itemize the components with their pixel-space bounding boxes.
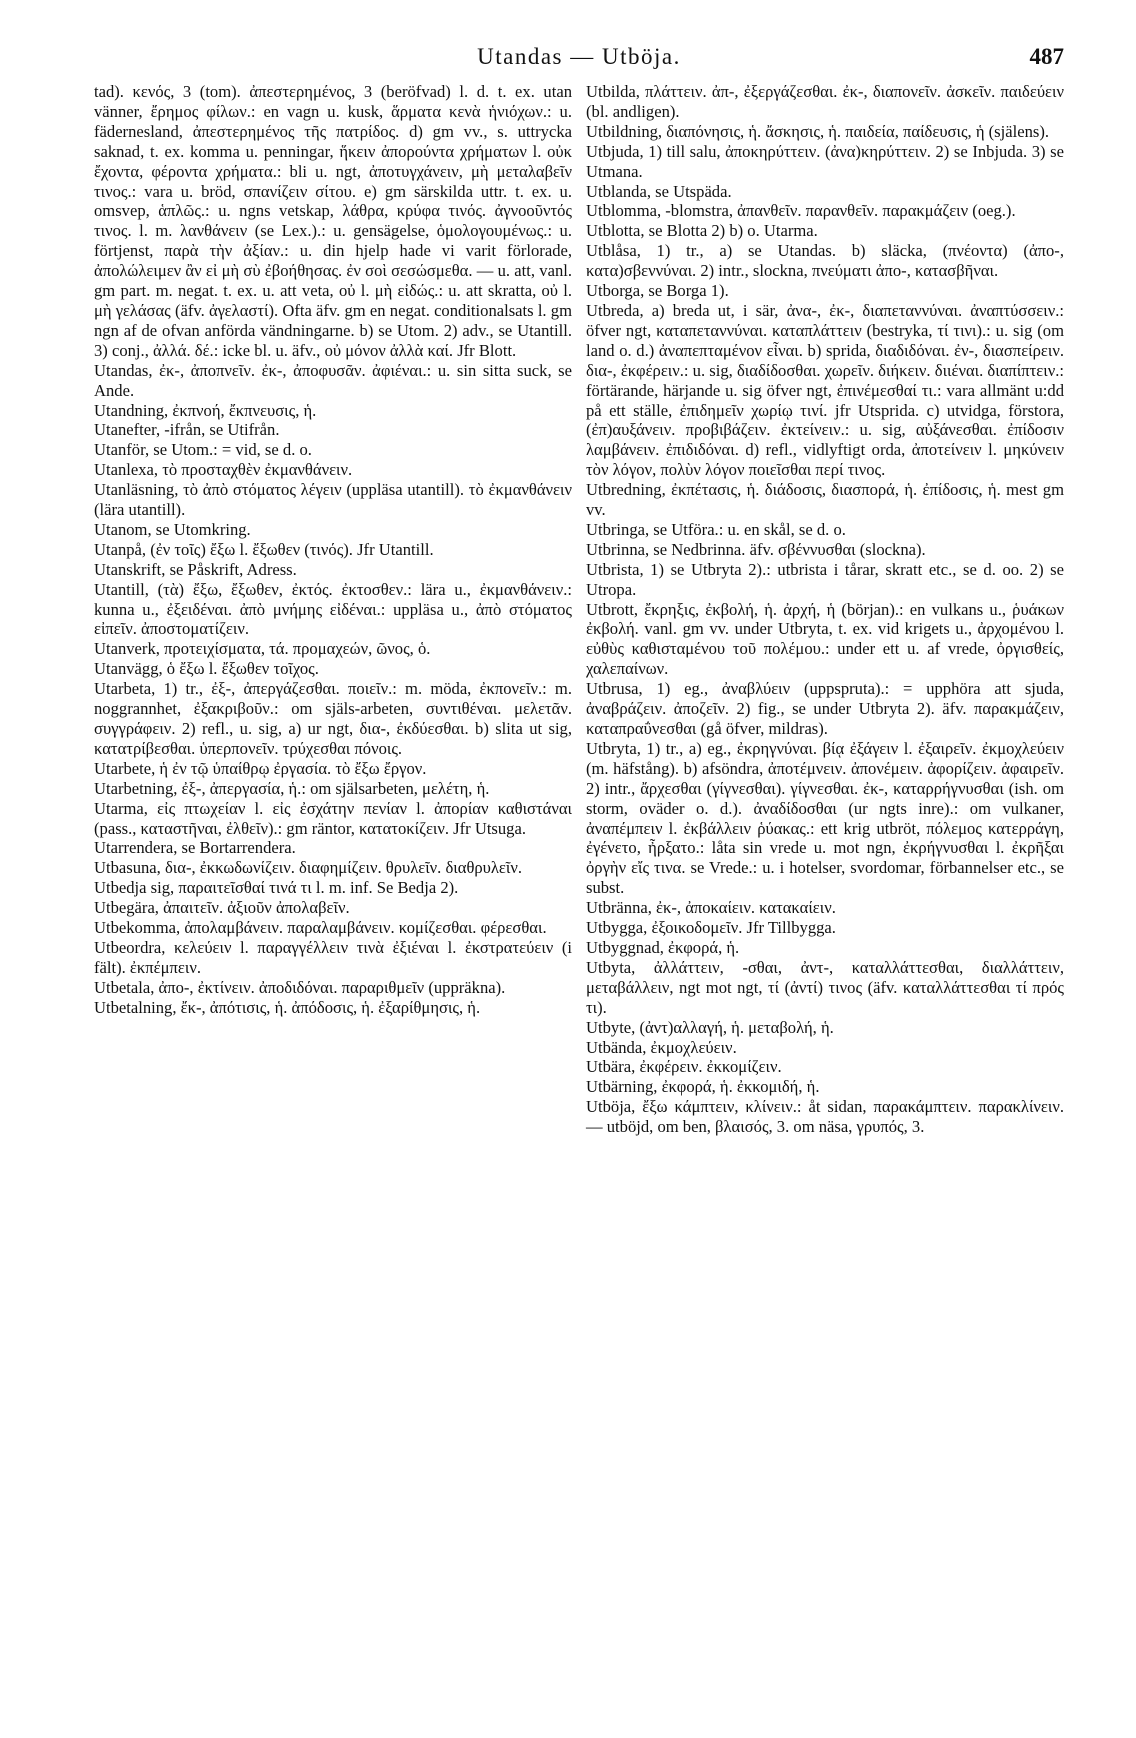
dictionary-entry: Utarbete, ἡ ἐν τῷ ὑπαίθρῳ ἐργασία. τὸ ἔξω ἔργον.	[94, 758, 427, 778]
dictionary-entry: Utbilda, πλάττειν. ἀπ-, ἐξεργάζεσθαι. ἐκ-, διαπονεῖν. ἀσκεῖν. παιδεύειν (bl. andligen).	[586, 82, 1064, 121]
dictionary-entry: tad). κενός, 3 (tom). ἀπεστερημένος, 3 (beröfvad) l. d. t. ex. utan vänner, ἔρημος φίλων.: en vagn u. kusk, ἅρματα κενὰ ἡνιόχων.: u. fädernesland, ἀπεστερημένος τῆς πατρίδος. d) gm vv., s. uttrycka saknad, t. ex. komma u. penningar, ἥκειν ἀπορούντα χρήματων l. οὐκ ἔχοντα, φέροντα χρήματα.: bli u. ngt, ἀποτυγχάνειν, μὴ μεταλαβεῖν τινος.: vara u. bröd, σπανίζειν σίτου. e) gm särskilda uttr. t. ex. u. omsvep, ἁπλῶς.: u. ngns vetskap, λάθρα, κρύφα τινός. ἀγνοοῦντός τινος. l. m. λανθάνειν (se Lex.).: u. gensägelse, ὁμολογουμένως.: u. förtjenst, παρὰ τὴν ἀξίαν.: u. din hjelp hade vi varit förlorade, ἀπολώλειμεν ἂν εἰ μὴ σὺ ἐβοήθησας. ἐν σοὶ σεσώσμεθα. — u. att, vanl. gm part. m. negat. t. ex. u. att veta, οὐ l. μὴ εἰδώς.: u. att skratta, οὐ l. μὴ γελάσας (äfv. ἀγελαστί). Ofta äfv. gm en negat. conditionalsats l. gm ngn af de ofvan anförda vändningarne. b) se Utom. 2) adv., se Utantill. 3) conj., ἀλλά. δέ.: icke bl. u. äfv., οὐ μόνον ἀλλὰ καί. Jfr Blott.	[94, 82, 572, 360]
dictionary-entry: Utbedja sig, παραιτεῖσθαί τινά τι l. m. inf. Se Bedja 2).	[94, 878, 459, 898]
dictionary-entry: Utbekomma, ἀπολαμβάνειν. παραλαμβάνειν. κομίζεσθαι. φέρεσθαι.	[94, 918, 547, 938]
columns	[94, 82, 1064, 1137]
dictionary-entry: Utbyta, ἀλλάττειν, -σθαι, ἀντ-, καταλλάττεσθαι, διαλλάττειν, μεταβάλλειν, ngt mot ngt, τί (ἀντί) τινος (äfv. καταλλάττεσθαι τί πρός τι).	[586, 957, 1064, 1017]
dictionary-entry: Utbyggnad, ἐκφορά, ἡ.	[586, 937, 740, 957]
dictionary-entry: Utblotta, se Blotta 2) b) o. Utarma.	[586, 221, 818, 241]
dictionary-entry: Utbrinna, se Nedbrinna. äfv. σβέννυσθαι (slockna).	[586, 539, 926, 559]
dictionary-entry: Utarbetning, ἐξ-, ἀπεργασία, ἡ.: om själsarbeten, μελέτη, ἡ.	[94, 778, 490, 798]
dictionary-entry: Utandas, ἐκ-, ἀποπνεῖν. ἐκ-, ἀποφυσᾶν. ἀφιέναι.: u. sin sitta suck, se Ande.	[94, 360, 572, 400]
dictionary-entry: Utarrendera, se Bortarrendera.	[94, 838, 296, 858]
dictionary-entry: Utbegära, ἀπαιτεῖν. ἀξιοῦν ἀπολαβεῖν.	[94, 898, 350, 918]
dictionary-entry: Utbygga, ἐξοικοδομεῖν. Jfr Tillbygga.	[586, 918, 836, 938]
dictionary-entry: Utbrusa, 1) eg., ἀναβλύειν (uppspruta).: = upphöra att sjuda, ἀναβράζειν. ἀποζεῖν. 2) fig., se under Utbryta 2). äfv. παρακμάζειν, καταπραΰνεσθαι (gå öfver, mildras).	[586, 679, 1064, 738]
dictionary-entry: Utböja, ἔξω κάμπτειν, κλίνειν.: åt sidan, παρακάμπτειν. παρακλίνειν. — utböjd, om ben, βλαισός, 3. om näsa, γρυπός, 3.	[586, 1097, 1064, 1137]
dictionary-entry: Utbrott, ἔκρηξις, ἐκβολή, ἡ. ἀρχή, ἡ (början).: en vulkans u., ῥυάκων ἐκβολή. vanl. gm vv. under Utbryta, t. ex. vid krigets u., ἀρχομένου l. εὐθὺς καθισταμένου τοῦ πολέμου.: under ett u. af vrede, ὀργισθείς, χαλεπαίνων.	[586, 599, 1064, 679]
dictionary-entry: Utarma, εἰς πτωχείαν l. εἰς ἐσχάτην πενίαν l. ἀπορίαν καθιστάναι (pass., καταστῆναι, ἐλθεῖν).: gm räntor, κατατοκίζειν. Jfr Utsuga.	[94, 798, 572, 838]
dictionary-entry: Utbränna, ἐκ-, ἀποκαίειν. κατακαίειν.	[586, 898, 836, 918]
dictionary-entry: Utanskrift, se Påskrift, Adress.	[94, 559, 297, 579]
dictionary-entry: Utblomma, -blomstra, ἀπανθεῖν. παρανθεῖν. παρακμάζειν (oeg.).	[586, 201, 1016, 221]
dictionary-entry: Utantill, (τὰ) ἔξω, ἔξωθεν, ἐκτός. ἐκτοσθεν.: lära u., ἐκμανθάνειν.: kunna u., ἐξειδέναι. ἀπὸ μνήμης εἰδέναι.: uppläsa u., ἀπὸ στόματος εἰπεῖν. ἀποστοματίζειν.	[94, 579, 572, 639]
dictionary-entry: Utbeordra, κελεύειν l. παραγγέλλειν τινὰ ἐξιέναι l. ἐκστρατεύειν (i fält). ἐκπέμπειν.	[94, 937, 572, 977]
dictionary-entry: Utanverk, προτειχίσματα, τά. προμαχεών, ῶνος, ὁ.	[94, 639, 431, 659]
dictionary-entry: Utanom, se Utomkring.	[94, 519, 251, 539]
dictionary-entry: Utbära, ἐκφέρειν. ἐκκομίζειν.	[586, 1057, 782, 1077]
page-number: 487	[1029, 44, 1064, 69]
dictionary-entry: Utblanda, se Utspäda.	[586, 181, 732, 201]
right-column	[586, 82, 1064, 1137]
dictionary-entry: Utanvägg, ὁ ἔξω l. ἔξωθεν τοῖχος.	[94, 659, 319, 679]
dictionary-entry: Utborga, se Borga 1).	[586, 281, 729, 301]
dictionary-entry: Utblåsa, 1) tr., a) se Utandas. b) släcka, (πνέοντα) (ἀπο-, κατα)σβεννύναι. 2) intr., slockna, πνεύματι ἀπο-, κατασβῆναι.	[586, 241, 1064, 281]
dictionary-entry: Utanläsning, τὸ ἀπὸ στόματος λέγειν (uppläsa utantill). τὸ ἐκμανθάνειν (lära utantill).	[94, 480, 572, 520]
dictionary-entry: Utbredning, ἐκπέτασις, ἡ. διάδοσις, διασπορά, ἡ. ἐπίδοσις, ἡ. mest gm vv.	[586, 480, 1064, 520]
dictionary-entry: Utandning, ἐκπνοή, ἔκπνευσις, ἡ.	[94, 400, 317, 420]
page-header	[94, 38, 1064, 82]
dictionary-entry: Utanefter, -ifrån, se Utifrån.	[94, 420, 280, 440]
dictionary-entry: Utbreda, a) breda ut, i sär, ἀνα-, ἐκ-, διαπεταννύναι. ἀναπτύσσειν.: öfver ngt, καταπεταννύναι. καταπλάττειν (bestryka, τί τινι).: u. sig (om land o. d.) ἀναπεπταμένον εἶναι. b) sprida, διαδιδόναι. ἐν-, διασπείρειν. δια-, ἐκφέρειν.: u. sig, διαδίδοσθαι. χωρεῖν. διήκειν. διιέναι. διαπίπτειν.: förtärande, härjande u. sig öfver ngt, ἐπινέμεσθαί τι.: vara allmänt u:dd på ett ställe, ἐπιδημεῖν χωρίῳ τινί. jfr Utsprida. c) utvidga, förstora, (ἐπ)αυξάνειν. προβιβάζειν. ἐκτείνειν.: u. sig, αὐξάνεσθαι. ἐπίδοσιν λαμβάνειν. ἐπιδιδόναι. d) refl., vidlyftigt orda, ἀποτείνειν l. μηκύνειν τὸν λόγον, πολὺν λόγον ποιεῖσθαι περί τινος.	[586, 300, 1064, 480]
dictionary-entry: Utanför, se Utom.: = vid, se d. o.	[94, 440, 312, 460]
dictionary-entry: Utbärning, ἐκφορά, ἡ. ἐκκομιδή, ἡ.	[586, 1077, 820, 1097]
dictionary-entry: Utanlexa, τὸ προσταχθὲν ἐκμανθάνειν.	[94, 460, 353, 480]
dictionary-entry: Utanpå, (ἐν τοῖς) ἔξω l. ἔξωθεν (τινός). Jfr Utantill.	[94, 539, 434, 559]
dictionary-entry: Utbjuda, 1) till salu, ἀποκηρύττειν. (ἀνα)κηρύττειν. 2) se Inbjuda. 3) se Utmana.	[586, 141, 1064, 181]
dictionary-entry: Utbryta, 1) tr., a) eg., ἐκρηγνύναι. βίᾳ ἐξάγειν l. ἐξαιρεῖν. ἐκμοχλεύειν (m. häfstång). b) afsöndra, ἀποτέμνειν. ἀπονέμειν. ἀφορίζειν. ἀφαιρεῖν. 2) intr., ἄρχεσθαι (γίγνεσθαι). γίγνεσθαι. ἐκ-, καταρρήγνυσθαι (ish. om storm, oväder o. d.). ἀναδίδοσθαι (ur ngts inre).: om vulkaner, ἀναπέμπειν l. ἐκβάλλειν ῥύακας.: ett krig utbröt, πόλεμος κατερράγη, ἐγένετο, ἦρξατο.: låta sin vrede u. mot ngn, ἐκρήγνυσθαι l. ἐκρῆξαι ὀργὴν εἴς τινα. se Vrede.: u. i hotelser, svordomar, förbannelser etc., se subst.	[586, 738, 1064, 898]
dictionary-entry: Utbildning, διαπόνησις, ἡ. ἄσκησις, ἡ. παιδεία, παίδευσις, ἡ (själens).	[586, 121, 1050, 141]
left-column	[94, 82, 572, 1137]
dictionary-entry: Utbringa, se Utföra.: u. en skål, se d. o.	[586, 519, 846, 539]
dictionary-entry: Utarbeta, 1) tr., ἐξ-, ἀπεργάζεσθαι. ποιεῖν.: m. möda, ἐκπονεῖν.: m. noggrannhet, ἐξακριβοῦν.: om själs-arbeten, συντιθέναι. μελετᾶν. συγγράφειν. 2) refl., u. sig, a) ur ngt, δια-, ἐκδύεσθαι. b) slita ut sig, κατατρίβεσθαι. ὑπερπονεῖν. τρύχεσθαι πόνοις.	[94, 679, 572, 758]
dictionary-entry: Utbända, ἐκμοχλεύειν.	[586, 1037, 737, 1057]
dictionary-entry: Utbrista, 1) se Utbryta 2).: utbrista i tårar, skratt etc., se d. oo. 2) se Utropa.	[586, 559, 1064, 599]
running-title: Utandas — Utböja.	[477, 44, 681, 69]
dictionary-entry: Utbetalning, ἔκ-, ἀπότισις, ἡ. ἀπόδοσις, ἡ. ἐξαρίθμησις, ἡ.	[94, 997, 481, 1017]
dictionary-entry: Utbasuna, δια-, ἐκκωδωνίζειν. διαφημίζειν. θρυλεῖν. διαθρυλεῖν.	[94, 858, 523, 878]
dictionary-entry: Utbetala, ἀπο-, ἐκτίνειν. ἀποδιδόναι. παραριθμεῖν (uppräkna).	[94, 977, 506, 997]
dictionary-entry: Utbyte, (ἀντ)αλλαγή, ἡ. μεταβολή, ἡ.	[586, 1017, 834, 1037]
